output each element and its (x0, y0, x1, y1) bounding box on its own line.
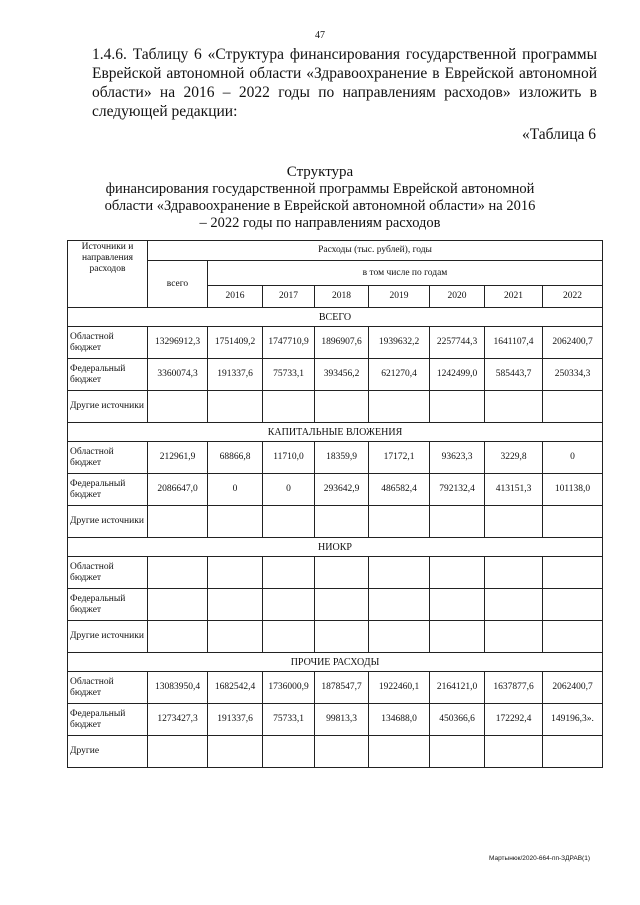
cell-value (369, 506, 430, 538)
cell-value (263, 391, 315, 423)
cell-value: 486582,4 (369, 474, 430, 506)
cell-total: 13296912,3 (148, 327, 208, 359)
cell-total: 1273427,3 (148, 704, 208, 736)
cell-value (485, 391, 543, 423)
intro-text: 1.4.6. Таблицу 6 «Структура финансирования государственной программы Еврейской автономной области «Здравоохранение в Еврейской автономной области» на 2016 – 2022 годы по направлениям расходов» изложить в следующей редакции: (92, 46, 597, 120)
cell-value: 1896907,6 (315, 327, 369, 359)
header-sources: Источники и направления расходов (68, 241, 148, 308)
cell-value: 1242499,0 (430, 359, 485, 391)
cell-value (315, 557, 369, 589)
page-number: 47 (315, 30, 325, 41)
table-row (68, 557, 603, 589)
header-year: 2021 (485, 286, 543, 308)
cell-value (315, 506, 369, 538)
section-title: НИОКР (68, 538, 603, 557)
cell-total: 13083950,4 (148, 672, 208, 704)
cell-value (208, 736, 263, 768)
section-row (68, 538, 603, 557)
cell-total (148, 589, 208, 621)
row-label: Другие источники (68, 391, 148, 423)
cell-value: 1878547,7 (315, 672, 369, 704)
section-row (68, 423, 603, 442)
cell-value (430, 506, 485, 538)
table-caption (100, 164, 540, 232)
cell-value (369, 736, 430, 768)
table-body (68, 308, 603, 768)
cell-value: 621270,4 (369, 359, 430, 391)
cell-total (148, 621, 208, 653)
cell-value (263, 589, 315, 621)
financing-table (67, 240, 603, 768)
cell-value: 149196,3». (543, 704, 603, 736)
cell-value (485, 557, 543, 589)
cell-value (430, 391, 485, 423)
cell-value: 1736000,9 (263, 672, 315, 704)
cell-total: 3360074,3 (148, 359, 208, 391)
intro-paragraph (92, 45, 597, 121)
table-row (68, 359, 603, 391)
cell-value: 2257744,3 (430, 327, 485, 359)
cell-value: 17172,1 (369, 442, 430, 474)
cell-value: 0 (263, 474, 315, 506)
cell-value (543, 621, 603, 653)
row-label: Федеральный бюджет (68, 589, 148, 621)
cell-total (148, 557, 208, 589)
row-label: Другие источники (68, 506, 148, 538)
table-row (68, 621, 603, 653)
section-title: ПРОЧИЕ РАСХОДЫ (68, 653, 603, 672)
section-title: ВСЕГО (68, 308, 603, 327)
header-year: 2017 (263, 286, 315, 308)
row-label: Другие (68, 736, 148, 768)
row-label: Областной бюджет (68, 557, 148, 589)
cell-value (430, 557, 485, 589)
row-label: Областной бюджет (68, 327, 148, 359)
table-row (68, 327, 603, 359)
cell-value (208, 506, 263, 538)
cell-total (148, 391, 208, 423)
cell-value: 191337,6 (208, 359, 263, 391)
table-row (68, 704, 603, 736)
cell-value (485, 621, 543, 653)
row-label: Областной бюджет (68, 672, 148, 704)
cell-value: 93623,3 (430, 442, 485, 474)
cell-value (485, 736, 543, 768)
cell-value (315, 391, 369, 423)
cell-value (263, 506, 315, 538)
cell-value: 293642,9 (315, 474, 369, 506)
table-header (68, 241, 603, 308)
caption-title: Структура (286, 164, 354, 180)
row-label: Федеральный бюджет (68, 359, 148, 391)
header-year: 2018 (315, 286, 369, 308)
cell-value (263, 621, 315, 653)
cell-value (430, 589, 485, 621)
header-total: всего (148, 261, 208, 308)
table-row (68, 391, 603, 423)
cell-value (485, 589, 543, 621)
cell-value: 1922460,1 (369, 672, 430, 704)
table-reference: «Таблица 6 (521, 126, 596, 143)
cell-value: 99813,3 (315, 704, 369, 736)
cell-value (369, 391, 430, 423)
row-label: Федеральный бюджет (68, 704, 148, 736)
cell-value (208, 557, 263, 589)
cell-value (263, 557, 315, 589)
cell-value (543, 557, 603, 589)
cell-value (543, 391, 603, 423)
header-year: 2022 (543, 286, 603, 308)
section-row (68, 653, 603, 672)
cell-value: 2062400,7 (543, 327, 603, 359)
cell-value: 792132,4 (430, 474, 485, 506)
cell-value: 585443,7 (485, 359, 543, 391)
cell-value (208, 391, 263, 423)
cell-value: 2062400,7 (543, 672, 603, 704)
cell-value: 2164121,0 (430, 672, 485, 704)
cell-value: 250334,3 (543, 359, 603, 391)
cell-value (263, 736, 315, 768)
cell-value (315, 621, 369, 653)
cell-value: 1637877,6 (485, 672, 543, 704)
cell-total (148, 736, 208, 768)
cell-value (485, 506, 543, 538)
cell-value (369, 557, 430, 589)
cell-value (315, 589, 369, 621)
table-row (68, 736, 603, 768)
table-row (68, 506, 603, 538)
header-by-year: в том числе по годам (208, 261, 603, 286)
cell-total: 212961,9 (148, 442, 208, 474)
cell-value: 134688,0 (369, 704, 430, 736)
cell-value: 0 (208, 474, 263, 506)
cell-value (543, 506, 603, 538)
cell-value (430, 621, 485, 653)
cell-value: 75733,1 (263, 359, 315, 391)
cell-value: 1751409,2 (208, 327, 263, 359)
cell-value (208, 621, 263, 653)
section-row (68, 308, 603, 327)
cell-value: 1939632,2 (369, 327, 430, 359)
table-row (68, 672, 603, 704)
cell-value (543, 736, 603, 768)
row-label: Федеральный бюджет (68, 474, 148, 506)
cell-value: 172292,4 (485, 704, 543, 736)
cell-value: 191337,6 (208, 704, 263, 736)
header-expenses: Расходы (тыс. рублей), годы (148, 241, 603, 261)
cell-value: 3229,8 (485, 442, 543, 474)
cell-value: 1682542,4 (208, 672, 263, 704)
header-year: 2019 (369, 286, 430, 308)
header-year: 2016 (208, 286, 263, 308)
row-label: Областной бюджет (68, 442, 148, 474)
cell-value: 450366,6 (430, 704, 485, 736)
cell-value: 75733,1 (263, 704, 315, 736)
cell-value (315, 736, 369, 768)
cell-value (543, 589, 603, 621)
table-row (68, 442, 603, 474)
table-row (68, 589, 603, 621)
cell-value: 1747710,9 (263, 327, 315, 359)
cell-value: 1641107,4 (485, 327, 543, 359)
cell-total (148, 506, 208, 538)
cell-value: 0 (543, 442, 603, 474)
header-year: 2020 (430, 286, 485, 308)
cell-value: 68866,8 (208, 442, 263, 474)
cell-total: 2086647,0 (148, 474, 208, 506)
table-row (68, 474, 603, 506)
cell-value (208, 589, 263, 621)
cell-value: 413151,3 (485, 474, 543, 506)
cell-value (430, 736, 485, 768)
cell-value (369, 589, 430, 621)
cell-value (369, 621, 430, 653)
cell-value: 18359,9 (315, 442, 369, 474)
row-label: Другие источники (68, 621, 148, 653)
section-title: КАПИТАЛЬНЫЕ ВЛОЖЕНИЯ (68, 423, 603, 442)
cell-value: 393456,2 (315, 359, 369, 391)
caption-subtitle: финансирования государственной программы Еврейской автономной области «Здравоохранение в Еврейской автономной области» на 2016 – 2022 годы по направлениям расходов (104, 181, 536, 231)
cell-value: 11710,0 (263, 442, 315, 474)
document-footer: Мартынюк/2020-664-пп-ЗДРАВ(1) (488, 855, 590, 862)
cell-value: 101138,0 (543, 474, 603, 506)
